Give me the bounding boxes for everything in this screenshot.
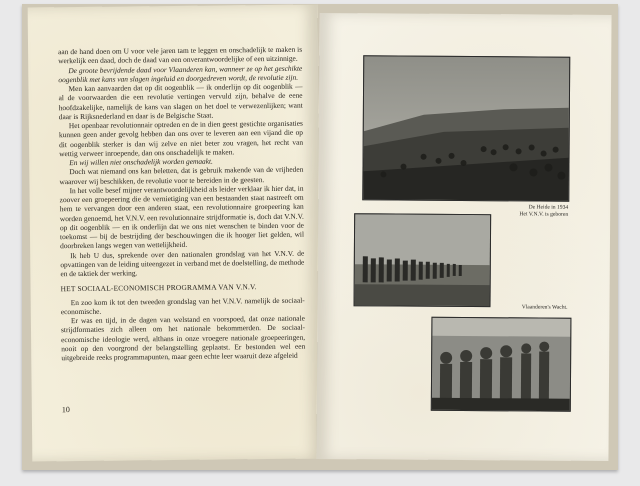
left-page [28, 4, 323, 461]
photo-marching-column [354, 213, 492, 307]
paragraph: In het volle besef mijner verantwoordelijkheid als leider verklaar ik hier dat, in zoover een groepeering die de vernietiging van een bestaanden staat nastreeft om hem te vervangen door een anderen staat, een revolutionnaire groepeering kan worden genoemd, het V.N.V. een revolutionnaire strijdformatie is, doch dat V.N.V. op dit oogenblik — en ik onderlijn dat we ons niet wenschen te binden voor de toekomst — bij de bestrijding der beschouwingen die ik hooger liet gelden, wil doorbreken langs wegen van wettelijkheid. [59, 183, 305, 251]
caption-wacht: Vlaanderen's Wacht. [521, 304, 568, 311]
left-page-text [58, 45, 305, 363]
paragraph: Doch wat niemand ons kan beletten, dat is gebruik makende van de vrijheden waarover wij beschikken, de revolutie voor te bereiden in de geesten. [59, 164, 304, 186]
page-number: 10 [61, 405, 70, 415]
paragraph: Ik heb U dus, sprekende over den nationalen grondslag van het V.N.V. de opvattingen van de leiding uiteengezet in verband met de doelstelling, de methode en de taktiek der werking. [60, 248, 305, 279]
paragraph: Het openbaar revolutionnair optreden en de in dien geest gestichte organisaties kunnen geen ander gevolg hebben dan ons over te leveren aan een vijand die op dit oogenblik sterker is dan wij zelve en niet beter zou vragen, het recht van wettig verweer inroepende, dan ons onschadelijk te maken. [58, 118, 304, 158]
caption-rally: De Heide in 1934 Het V.N.V. is geboren [519, 204, 569, 218]
right-page [316, 13, 611, 461]
photo-rally-crowd [362, 55, 570, 201]
section-heading: HET SOCIAAL-ECONOMISCH PROGRAMMA VAN V.N.V. [60, 282, 257, 294]
paragraph: Er was en tijd, in de dagen van welstand en voorspoed, dat onze nationale strijdformaties zich alleen om het nationale bekommerden. De sociaal-economische ideologie werd, althans in onze vroegere nationale groepeeringen, nooit op den voorgrond der belangstelling geplaatst. Er bestonden wel een uitgebreide reeks programmapunten, maar geen echte leer waaruit deze afgeleid [60, 313, 306, 363]
paragraph: Men kan aanvaarden dat op dit oogenblik — ik onderlijn op dit oogenblik — al de voorwaarden die een revolutie vertingen vervuld zijn, behalve de eene hoofdzakelijke, namelijk de kans van slagen on het doel te verwezenlijken; want daar is Rijksnederland en daar is de Belgische Staat. [58, 81, 303, 121]
paragraph: En zoo kom ik tot den tweeden grondslag van het V.N.V. namelijk de sociaal-economische. [60, 295, 305, 316]
paragraph: En wij willen niet onschadelijk worden gemaakt. [69, 156, 213, 168]
paragraph: aan de hand doen om U voor vele jaren tam te leggen en onschadelijk te maken is werkelijk een daad, doch de daad van een onverantwoordelijke of een uitzinnige. [58, 44, 303, 66]
paragraph: De groote bevrijdende daad voor Vlaanderen kan, wanneer ze op het geschikte oogenblik met kans van slagen ingeluid en doorgedreven wordt, de revolutie zijn. [58, 63, 303, 84]
photo-uniformed-group [431, 317, 572, 412]
